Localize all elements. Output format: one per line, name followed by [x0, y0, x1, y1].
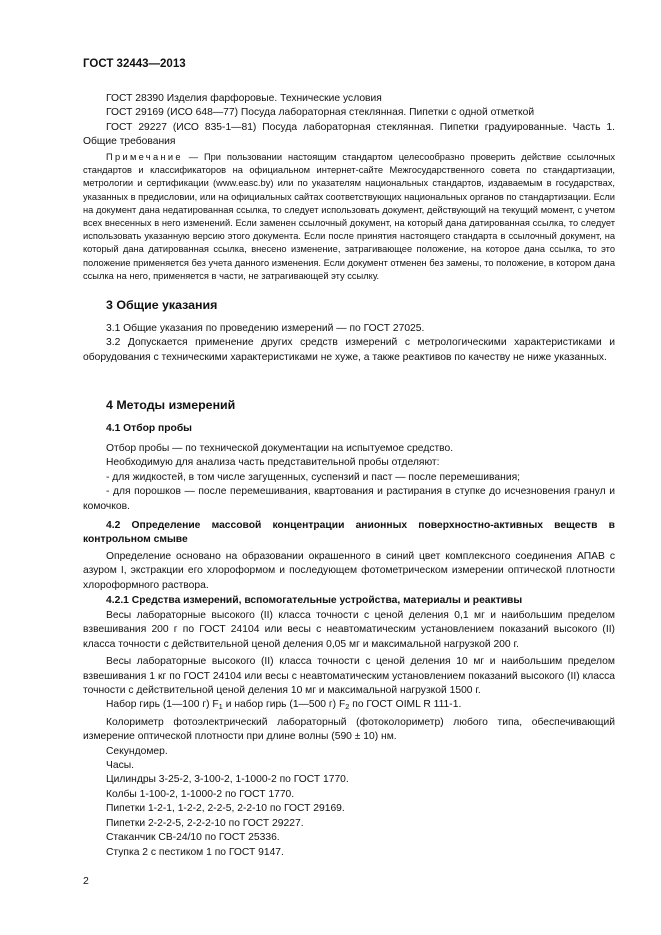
section-4-2-1-body — [83, 609, 615, 860]
list-item: Пипетки 2-2-2-5, 2-2-2-10 по ГОСТ 29227. — [106, 817, 304, 829]
list-item: Ступка 2 с пестиком 1 по ГОСТ 9147. — [106, 846, 284, 858]
reference-item: ГОСТ 29169 (ИСО 648—77) Посуда лабораторная стеклянная. Пипетки с одной отметкой — [106, 107, 535, 119]
weights-text: Набор гирь (1—100 г) F — [106, 699, 219, 711]
section-4-1-title: 4.1 Отбор пробы — [106, 423, 192, 434]
paragraph: 3.1 Общие указания по проведению измерений — по ГОСТ 27025. — [106, 323, 425, 334]
note-text: — При пользовании настоящим стандартом целесообразно проверить действие ссылочных стандартов и классификаторов на официальном интернет-сайте Межгосударственного совета по стандартизации, метрологии и сертификации (www.easc.by) или по указателям национальных стандартов, издаваемым в государствах, указанных в предисловии, или на официальных сайтах соответствующих национальных органов по стандартизации. Если на документ дана недатированная ссылка, то следует использовать документ, действующий на текущий момент, с учетом всех внесенных в него изменений. Если заменен ссылочный документ, на который дана датированная ссылка, то следует использовать указанную версию этого документа. Если после принятия настоящего стандарта в ссылочный документ, на который дана датированная ссылка, внесено изменение, затрагивающее положение, на которое дана ссылка, то это положение применяется без учета данного изменения. Если документ отменен без замены, то положение, в котором дана ссылка на него, применяется в части, не затрагивающей эту ссылку. — [83, 152, 615, 281]
list-item: Колбы 1-100-2, 1-1000-2 по ГОСТ 1770. — [106, 788, 295, 800]
list-item: Цилиндры 3-25-2, 3-100-2, 1-1000-2 по ГОСТ 1770. — [106, 774, 349, 786]
section-4-title: 4 Методы измерений — [106, 398, 236, 412]
section-4-2-1-title: 4.2.1 Средства измерений, вспомогательные устройства, материалы и реактивы — [106, 595, 523, 606]
subscript: 2 — [345, 702, 350, 712]
paragraph: Отбор пробы — по технической документации на испытуемое средство. — [106, 443, 454, 454]
list-item: Стаканчик СВ-24/10 по ГОСТ 25336. — [106, 832, 280, 844]
reference-item: ГОСТ 28390 Изделия фарфоровые. Технические условия — [106, 93, 382, 104]
paragraph: - для жидкостей, в том числе загущенных, суспензий и паст — после перемешивания; — [106, 471, 521, 483]
section-4-2-title: 4.2 Определение массовой концентрации анионных поверхностно-активных веществ в контрольном смыве — [83, 520, 615, 546]
weights-text: по ГОСТ OIML R 111-1. — [349, 699, 462, 711]
list-item: Секундомер. — [106, 745, 168, 757]
paragraph — [83, 698, 615, 712]
standard-header: ГОСТ 32443—2013 — [83, 58, 186, 70]
paragraph: Необходимую для анализа часть представительной пробы отделяют: — [106, 457, 440, 469]
list-item: Часы. — [106, 760, 134, 772]
references-list — [83, 92, 615, 150]
paragraph: Колориметр фотоэлектрический лабораторный (фотоколориметр) любого типа, обеспечивающий измерение оптической плотности при длине волны (590 ± 10) нм. — [83, 716, 615, 743]
paragraph: Весы лабораторные высокого (II) класса точности с ценой деления 10 мг и наибольшим пределом взвешивания 1 кг по ГОСТ 24104 или весы с неавтоматическим установлением показаний высокого (II) класса точности с действительной ценой деления 10 мг и максимальной нагрузкой 1500 г. — [83, 656, 615, 697]
section-3-title: 3 Общие указания — [106, 298, 218, 312]
section-4-1-body — [83, 442, 615, 514]
weights-text: и набор гирь (1—500 г) F — [222, 699, 346, 711]
paragraph: Весы лабораторные высокого (II) класса точности с ценой деления 0,1 мг и наибольшим пределом взвешивания 200 г по ГОСТ 24104 или весы с неавтоматическим установлением показаний высокого (II) класса точности с действительной ценой деления 0,05 мг и максимальной нагрузкой 200 г. — [83, 610, 615, 650]
subscript: 1 — [218, 702, 223, 712]
note-label: Примечание — [106, 152, 183, 162]
paragraph: - для порошков — после перемешивания, квартования и растирания в ступке до исчезновения гранул и комочков. — [83, 486, 615, 512]
reference-item: ГОСТ 29227 (ИСО 835-1—81) Посуда лабораторная стеклянная. Пипетки градуированные. Часть 1. Общие требования — [83, 121, 615, 148]
section-4-2-body — [83, 550, 615, 593]
page-number: 2 — [83, 875, 89, 887]
paragraph: Определение основано на образовании окрашенного в синий цвет комплексного соединения АПАВ с азуром I, экстракции его хлороформом и последующем фотометрическом измерении оптической плотности хлороформного раствора. — [83, 551, 615, 591]
paragraph: 3.2 Допускается применение других средств измерений с метрологическими характеристиками и оборудования с техническими характеристиками не хуже, а также реактивов по качеству не ниже указанных. — [83, 337, 615, 363]
section-3-body — [83, 322, 615, 365]
note-block — [83, 151, 615, 283]
list-item: Пипетки 1-2-1, 1-2-2, 2-2-5, 2-2-10 по ГОСТ 29169. — [106, 803, 345, 815]
